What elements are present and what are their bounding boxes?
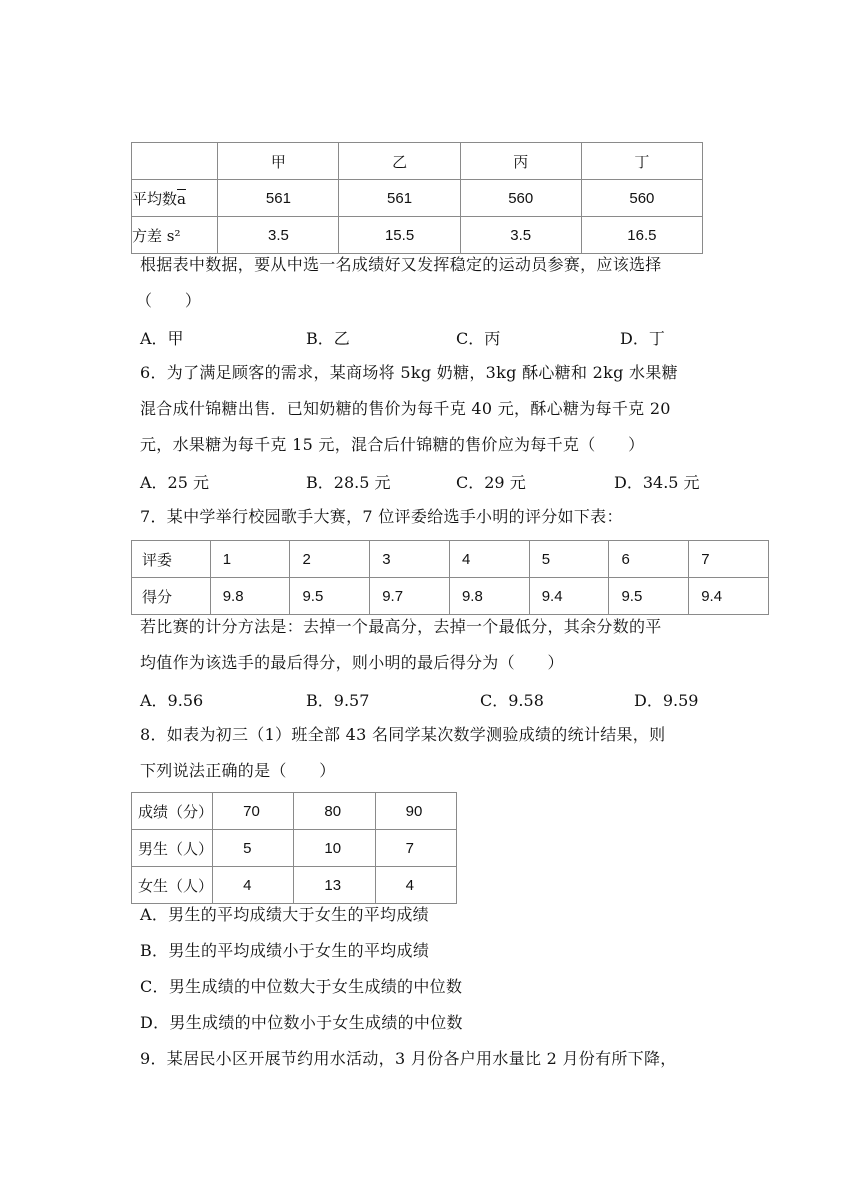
q5-option-d: D．丁 bbox=[620, 329, 665, 348]
q8-girls-80: 13 bbox=[294, 867, 375, 904]
q9-line1: 9．某居民小区开展节约用水活动，3 月份各户用水量比 2 月份有所下降， bbox=[140, 1049, 677, 1068]
q8-girls-70: 4 bbox=[213, 867, 294, 904]
q5-text-line2: （ ） bbox=[136, 291, 202, 310]
q5-option-b: B．乙 bbox=[306, 329, 350, 348]
q8-boys-row bbox=[132, 830, 457, 867]
q6-option-b: B．28.5 元 bbox=[306, 473, 391, 492]
q6-line3: 元，水果糖为每千克 15 元，混合后什锦糖的售价应为每千克（ ） bbox=[140, 435, 645, 454]
q8-boys-80: 10 bbox=[294, 830, 375, 867]
q7-judge-5: 5 bbox=[529, 541, 609, 578]
q8-option-d: D．男生成绩的中位数小于女生成绩的中位数 bbox=[140, 1013, 463, 1032]
q6-line2: 混合成什锦糖出售．已知奶糖的售价为每千克 40 元，酥心糖为每千克 20 bbox=[140, 399, 671, 418]
q7-score-6: 9.5 bbox=[609, 578, 689, 615]
q7-score-table bbox=[131, 540, 769, 615]
q5-stats-table bbox=[131, 142, 703, 254]
q5-head-d: 丁 bbox=[581, 143, 702, 180]
q7-judge-4: 4 bbox=[449, 541, 529, 578]
q7-judge-2: 2 bbox=[290, 541, 370, 578]
q7-score-label: 得分 bbox=[132, 578, 211, 615]
q7-score-4: 9.8 bbox=[449, 578, 529, 615]
q6-option-a: A．25 元 bbox=[140, 473, 210, 492]
q5-mean-a: 561 bbox=[218, 180, 339, 217]
q5-mean-c: 560 bbox=[460, 180, 581, 217]
q5-mean-label: 平均数$\overline{a}$ bbox=[132, 180, 218, 217]
q7-judge-6: 6 bbox=[609, 541, 689, 578]
q8-line2: 下列说法正确的是（ ） bbox=[140, 761, 336, 780]
q7-option-c: C．9.58 bbox=[480, 691, 544, 710]
q7-score-3: 9.7 bbox=[370, 578, 450, 615]
q8-grade-table bbox=[131, 792, 457, 904]
q8-line1: 8．如表为初三（1）班全部 43 名同学某次数学测验成绩的统计结果，则 bbox=[140, 725, 666, 744]
q5-header-row bbox=[132, 143, 703, 180]
q6-option-c: C．29 元 bbox=[456, 473, 526, 492]
q7-judge-label: 评委 bbox=[132, 541, 211, 578]
q8-score-70: 70 bbox=[213, 793, 294, 830]
q5-head-b: 乙 bbox=[339, 143, 460, 180]
q5-var-a: 3.5 bbox=[218, 217, 339, 254]
q7-score-1: 9.8 bbox=[210, 578, 290, 615]
q7-judge-7: 7 bbox=[689, 541, 769, 578]
q8-option-c: C．男生成绩的中位数大于女生成绩的中位数 bbox=[140, 977, 463, 996]
q7-score-2: 9.5 bbox=[290, 578, 370, 615]
q7-score-5: 9.4 bbox=[529, 578, 609, 615]
q8-girls-90: 4 bbox=[375, 867, 456, 904]
q5-mean-b: 561 bbox=[339, 180, 460, 217]
q7-option-a: A．9.56 bbox=[140, 691, 204, 710]
q5-option-c: C．丙 bbox=[456, 329, 501, 348]
q7-option-d: D．9.59 bbox=[634, 691, 699, 710]
mean-symbol: $\overline{a}$ bbox=[177, 189, 186, 208]
q5-var-label: 方差 s² bbox=[132, 217, 218, 254]
q8-option-a: A．男生的平均成绩大于女生的平均成绩 bbox=[140, 905, 429, 924]
q5-var-d: 16.5 bbox=[581, 217, 702, 254]
q7-score-row bbox=[132, 578, 769, 615]
q7-judge-row bbox=[132, 541, 769, 578]
q7-intro: 7．某中学举行校园歌手大赛，7 位评委给选手小明的评分如下表： bbox=[140, 507, 623, 526]
q5-text-line1: 根据表中数据，要从中选一名成绩好又发挥稳定的运动员参赛，应该选择 bbox=[140, 255, 662, 274]
q6-option-d: D．34.5 元 bbox=[614, 473, 700, 492]
q8-score-80: 80 bbox=[294, 793, 375, 830]
q6-line1: 6．为了满足顾客的需求，某商场将 5kg 奶糖，3kg 酥心糖和 2kg 水果糖 bbox=[140, 363, 678, 382]
q8-girls-label: 女生（人） bbox=[132, 867, 213, 904]
q5-corner-cell bbox=[132, 143, 218, 180]
q7-judge-1: 1 bbox=[210, 541, 290, 578]
q5-head-c: 丙 bbox=[460, 143, 581, 180]
q8-girls-row bbox=[132, 867, 457, 904]
q7-judge-3: 3 bbox=[370, 541, 450, 578]
q8-score-row bbox=[132, 793, 457, 830]
q8-option-b: B．男生的平均成绩小于女生的平均成绩 bbox=[140, 941, 430, 960]
q5-var-row bbox=[132, 217, 703, 254]
q5-var-c: 3.5 bbox=[460, 217, 581, 254]
q8-boys-70: 5 bbox=[213, 830, 294, 867]
q5-head-a: 甲 bbox=[218, 143, 339, 180]
q5-mean-d: 560 bbox=[581, 180, 702, 217]
q5-mean-row bbox=[132, 180, 703, 217]
q7-score-7: 9.4 bbox=[689, 578, 769, 615]
q8-boys-90: 7 bbox=[375, 830, 456, 867]
q7-option-b: B．9.57 bbox=[306, 691, 370, 710]
q5-var-b: 15.5 bbox=[339, 217, 460, 254]
q7-line2: 均值作为该选手的最后得分，则小明的最后得分为（ ） bbox=[140, 653, 564, 672]
q5-option-a: A．甲 bbox=[140, 329, 184, 348]
q8-score-label: 成绩（分） bbox=[132, 793, 213, 830]
q7-line1: 若比赛的计分方法是：去掉一个最高分，去掉一个最低分，其余分数的平 bbox=[140, 617, 662, 636]
q8-score-90: 90 bbox=[375, 793, 456, 830]
q8-boys-label: 男生（人） bbox=[132, 830, 213, 867]
